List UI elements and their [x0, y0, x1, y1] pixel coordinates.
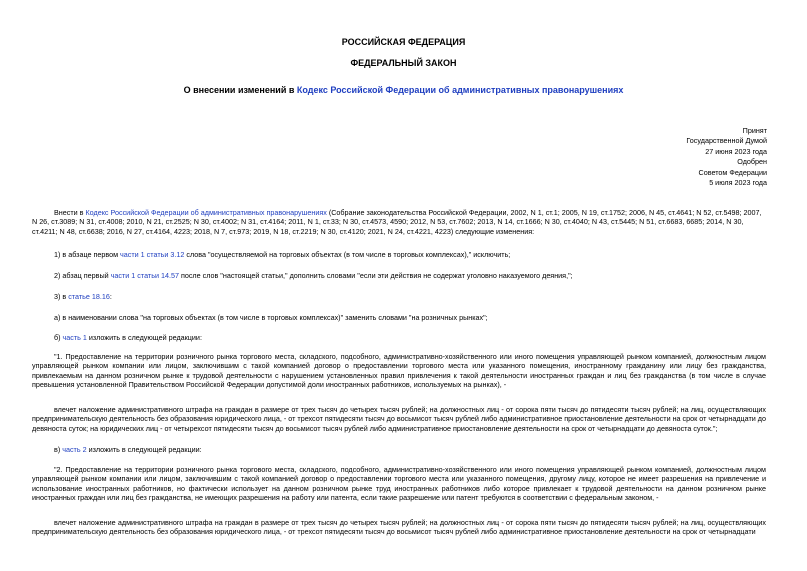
intro-paragraph	[32, 208, 766, 236]
subitem-b-link[interactable]: часть 1	[62, 333, 87, 342]
law-title-prefix: О внесении изменений в	[183, 85, 297, 95]
subitem-b	[32, 333, 766, 342]
intro-code-link[interactable]: Кодекс Российской Федерации об административных правонарушениях	[85, 208, 327, 217]
intro-prefix: Внести в	[54, 208, 86, 217]
approved-date: 5 июля 2023 года	[709, 178, 767, 188]
item-3-prefix: 3) в	[54, 292, 69, 301]
adopted-date: 27 июня 2023 года	[705, 146, 767, 156]
subitem-b-rest: изложить в следующей редакции:	[86, 333, 202, 342]
item-2-prefix: 2) абзац первый	[54, 271, 111, 280]
item-1-rest: слова "осуществляемой на торговых объектах (в том числе в торговых комплексах)," исключить;	[184, 250, 511, 259]
law-type-heading: ФЕДЕРАЛЬНЫЙ ЗАКОН	[350, 58, 457, 68]
item-3-link[interactable]: статье 18.16	[68, 292, 110, 301]
item-1	[32, 250, 766, 259]
item-2-link[interactable]: части 1 статьи 14.57	[110, 271, 179, 280]
subitem-v-rest: изложить в следующей редакции:	[86, 445, 202, 454]
approved-body: Советом Федерации	[698, 167, 767, 177]
law-title	[0, 85, 807, 96]
code-link[interactable]: Кодекс Российской Федерации об административных правонарушениях	[296, 85, 624, 95]
adoption-block	[686, 126, 767, 188]
subitem-v	[32, 445, 766, 454]
item-3	[32, 292, 766, 301]
subitem-a: а) в наименовании слова "на торговых объектах (в том числе в торговых комплексах)" заменить словами "на розничных рынках";	[54, 313, 488, 322]
intro-rest: (Собрание законодательства Российской Федерации, 2002, N 1, ст.1; 2005, N 19, ст.1752; 2006, N 45, ст.4641; N 52, ст.5498; 2007, N 26, ст.3089; N 31, ст.4008; 2010, N 21, ст.2525; N 30, ст.4002; N 31, ст.4164; 2011, N 1, ст.33; N 30, ст.4573, 4590; 2012, N 53, ст.7602; 2013, N 14, ст.1666; N 30, ст.4040; N 43, ст.5445; N 51, ст.6683, 6685; 2014, N 30, ст.4211; N 48, ст.6638; 2016, N 27, ст.4164, 4223; 2018, N 7, ст.973; 2019, N 18, ст.2219; N 30, ст.4120; 2021, N 24, ст.4221, 4223) следующие изменения:	[32, 208, 762, 236]
penalty-part-2: влечет наложение административного штрафа на граждан в размере от трех тысяч до четырех тысяч рублей; на должностных лиц - от сорока пяти тысяч до пятидесяти тысяч рублей; на лиц, осуществляющих предпринимательскую деятельность без образования юридического лица, - от трехсот пятидесяти тысяч до восьмисот тысяч рублей либо административное приостановление деятельности на срок от четырнадцати	[32, 518, 766, 537]
item-1-prefix: 1) в абзаце первом	[54, 250, 121, 259]
quote-part-2: "2. Предоставление на территории розничного рынка торгового места, складского, подсобного, административно-хозяйственного или иного помещения управляющей рынком компанией, должностным лицом управляющей рынком компании или лицом, заключившим с такой компанией договор о предоставлении торгового места или указанного помещения, другому лицу, которое не имеет разрешения на привлечение и использование иностранных работников, но фактически использует на данном розничном рынке труд иностранных работников либо которое привлекает к трудовой деятельности на данном розничном рынке иностранных граждан или лиц без гражданства, не имеющих разрешения на работу или патента, если такие разрешение или патент требуются в соответствии с федеральным законом, -	[32, 465, 766, 503]
subitem-v-link[interactable]: часть 2	[62, 445, 87, 454]
item-1-link[interactable]: части 1 статьи 3.12	[120, 250, 185, 259]
country-heading: РОССИЙСКАЯ ФЕДЕРАЦИЯ	[341, 37, 466, 47]
penalty-part-1: влечет наложение административного штрафа на граждан в размере от трех тысяч до четырех тысяч рублей; на должностных лиц - от сорока пяти тысяч до пятидесяти тысяч рублей; на лиц, осуществляющих предпринимательскую деятельность без образования юридического лица, - от трехсот пятидесяти тысяч до восьмисот тысяч рублей либо административное приостановление деятельности на срок от четырнадцати до девяноста суток; на юридических лиц - от четырехсот пятидесяти тысяч до восьмисот тысяч рублей либо административное приостановление деятельности на срок от четырнадцати до девяноста суток.";	[32, 405, 766, 433]
subitem-v-prefix: в)	[54, 445, 63, 454]
approved-label: Одобрен	[737, 157, 767, 167]
subitem-b-prefix: б)	[54, 333, 63, 342]
adopted-body: Государственной Думой	[686, 136, 767, 146]
quote-part-1: "1. Предоставление на территории розничного рынка торгового места, складского, подсобного, административно-хозяйственного или иного помещения управляющей рынком компанией, должностным лицом управляющей рынком компании или лицом, заключившим с такой компанией договор о предоставлении торгового места или указанного помещения, иностранному гражданину или лицу без гражданства, привлекаемым на данном розничном рынке к трудовой деятельности с нарушением установленных правил привлечения к такой деятельности иностранных граждан и лиц без гражданства (в том числе в случае превышения установленной Правительством Российской Федерации допустимой доли иностранных работников, используемых на рынках), -	[32, 352, 766, 390]
adopted-label: Принят	[742, 126, 767, 135]
item-3-rest: :	[109, 292, 112, 301]
item-2	[32, 271, 766, 280]
item-2-rest: после слов "настоящей статьи," дополнить словами "если эти действия не содержат уголовно наказуемого деяния,";	[178, 271, 573, 280]
